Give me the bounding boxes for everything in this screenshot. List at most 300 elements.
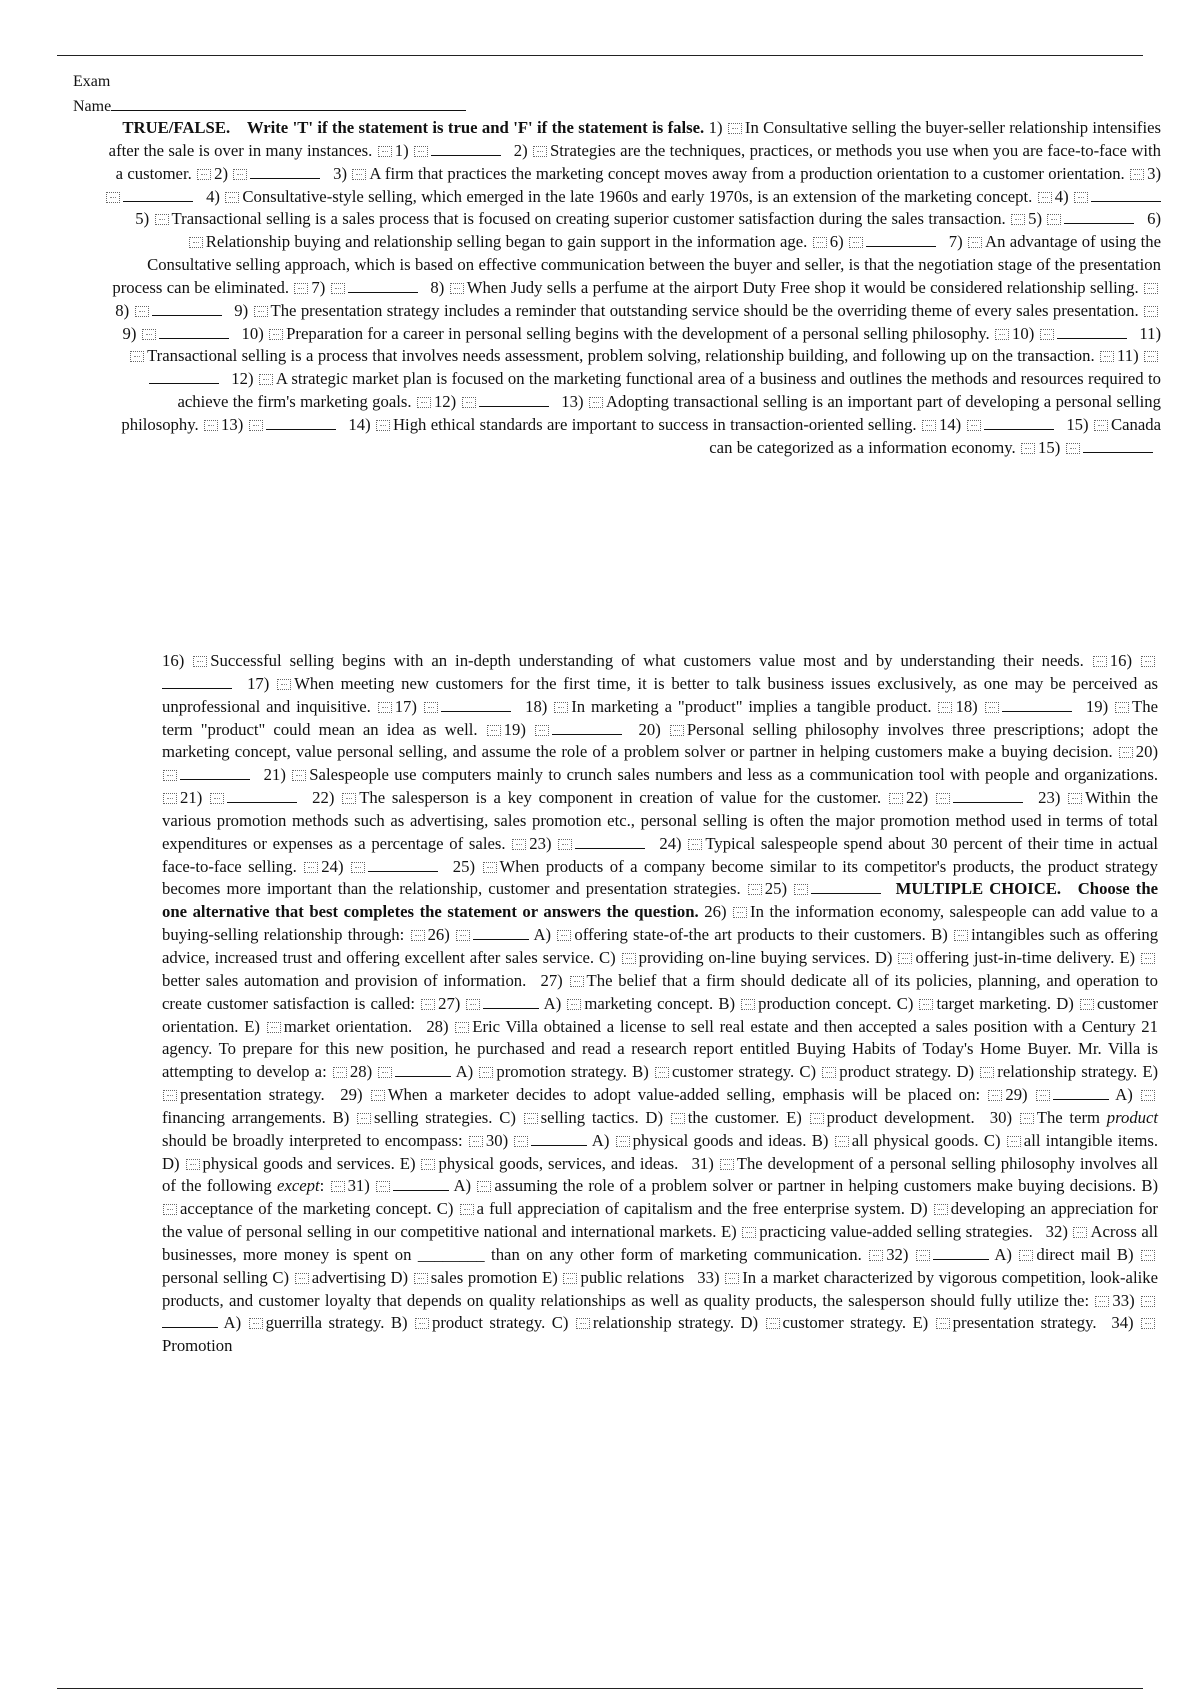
- question-text: Within the various promotion methods such as advertising, sales promotion etc., personal selling is often the major promotion method used in terms of total expenditures or expenses as a percentage of sales.: [162, 788, 1158, 853]
- question-number: 6): [1147, 209, 1161, 229]
- question-text: Across all businesses, more money is spent on ________ than on any other form of marketing communication.: [162, 1222, 1159, 1264]
- option-text: practicing value-added selling strategies.: [759, 1222, 1033, 1242]
- section-instruction: Choose the one alternative that best completes the statement or answers the question.: [162, 879, 1159, 922]
- separator-glyph: [938, 702, 952, 713]
- option-text: relationship strategy.: [997, 1062, 1138, 1082]
- name-label: Name: [73, 98, 112, 115]
- separator-glyph: [295, 1273, 309, 1284]
- option-text: sales promotion: [430, 1267, 538, 1287]
- option-letter: D): [1056, 993, 1074, 1013]
- exam-label: Exam: [73, 73, 111, 90]
- separator-glyph: [479, 1067, 493, 1078]
- separator-glyph: [616, 1136, 630, 1147]
- separator-glyph: [460, 1204, 474, 1215]
- question-number: 17): [247, 673, 270, 693]
- question-number: 13): [561, 392, 584, 412]
- answer-option[interactable]: [786, 1108, 975, 1127]
- option-text: production concept.: [758, 993, 892, 1013]
- separator-glyph: [524, 1113, 538, 1124]
- separator-glyph: [934, 1204, 948, 1215]
- separator-glyph: [898, 953, 912, 964]
- answer-option[interactable]: [645, 1108, 779, 1127]
- separator-glyph: [210, 793, 224, 804]
- answer-option[interactable]: [542, 1268, 684, 1287]
- option-text: personal selling: [162, 1267, 268, 1287]
- answer-blank[interactable]: [1064, 209, 1134, 224]
- option-text: selling strategies.: [374, 1107, 493, 1127]
- separator-glyph: [450, 283, 464, 294]
- answer-blank[interactable]: [123, 187, 193, 202]
- answer-number: 24): [321, 856, 344, 876]
- separator-glyph: [557, 930, 571, 941]
- separator-glyph: [919, 999, 933, 1010]
- separator-glyph: [351, 862, 365, 873]
- question-text: When products of a company become similar to its competitor's products, the product strategy becomes more important than the relationship, customer and presentation strategies.: [162, 856, 1158, 899]
- option-text: market orientation.: [283, 1016, 413, 1036]
- answer-option[interactable]: [799, 1062, 951, 1081]
- answer-number: 29): [1005, 1085, 1028, 1105]
- option-letter: E): [1142, 1062, 1159, 1082]
- option-letter: E): [1119, 947, 1136, 967]
- separator-glyph: [249, 1318, 263, 1329]
- answer-blank[interactable]: [479, 392, 549, 407]
- answer-blank[interactable]: [180, 765, 250, 780]
- separator-glyph: [331, 1181, 345, 1192]
- answer-option[interactable]: [552, 1313, 734, 1332]
- question-number: 9): [234, 300, 249, 320]
- question-text: The development of a personal selling philosophy involves all of the following: [162, 1153, 1159, 1196]
- answer-number: 11): [1117, 346, 1139, 366]
- question-text: In the information economy, salespeople can add value to a buying-selling relationship through:: [162, 902, 1158, 945]
- separator-glyph: [163, 1204, 177, 1215]
- option-letter: D): [740, 1313, 759, 1333]
- answer-number: 32): [886, 1244, 909, 1264]
- question-text: The term "product" could mean an idea as well.: [162, 696, 1158, 739]
- answer-option[interactable]: [897, 994, 1051, 1013]
- option-text: marketing concept.: [584, 993, 714, 1013]
- separator-glyph: [1141, 1296, 1155, 1307]
- answer-option[interactable]: [244, 1017, 412, 1036]
- answer-option[interactable]: [740, 1313, 906, 1332]
- question-text: Relationship buying and relationship selling began to gain support in the information age.: [205, 232, 808, 252]
- answer-blank[interactable]: [149, 369, 219, 384]
- answer-number: 15): [1038, 437, 1061, 457]
- option-text: the customer.: [687, 1107, 780, 1127]
- separator-glyph: [417, 397, 431, 408]
- separator-glyph: [1007, 1136, 1021, 1147]
- option-letter: B): [931, 925, 948, 945]
- name-field[interactable]: [73, 95, 466, 119]
- separator-glyph: [1040, 329, 1054, 340]
- separator-glyph: [225, 192, 239, 203]
- question-text: Strategies are the techniques, practices, or methods you use when you are face-to-face with a customer.: [115, 140, 1161, 183]
- question-text: In marketing a "product" implies a tangible product.: [571, 696, 932, 716]
- answer-option[interactable]: [984, 1131, 1158, 1150]
- question: [242, 324, 1127, 343]
- separator-glyph: [259, 374, 273, 385]
- option-letter: B): [718, 993, 735, 1013]
- separator-glyph: [483, 862, 497, 873]
- name-blank[interactable]: [111, 96, 466, 111]
- option-letter: D): [956, 1062, 975, 1082]
- option-letter: C): [799, 1062, 817, 1082]
- separator-glyph: [477, 1181, 491, 1192]
- separator-glyph: [1144, 306, 1158, 317]
- answer-blank[interactable]: [552, 720, 622, 735]
- answer-number: 5): [1028, 209, 1042, 229]
- answer-blank[interactable]: [159, 324, 229, 339]
- option-letter: E): [720, 1222, 737, 1242]
- separator-glyph: [742, 1227, 756, 1238]
- option-text: promotion strategy.: [496, 1062, 627, 1082]
- option-text: better sales automation and provision of information.: [162, 970, 527, 990]
- answer-blank[interactable]: [1091, 187, 1161, 202]
- answer-number: 31): [347, 1176, 370, 1196]
- answer-number: 4): [1054, 186, 1069, 206]
- answer-blank[interactable]: [984, 415, 1054, 430]
- separator-glyph: [748, 884, 762, 895]
- separator-glyph: [163, 1090, 177, 1101]
- separator-glyph: [889, 793, 903, 804]
- question-number: 12): [231, 369, 254, 389]
- option-letter: A): [994, 1244, 1012, 1264]
- separator-glyph: [1080, 999, 1094, 1010]
- question-text-emphasis: except: [277, 1176, 320, 1196]
- separator-glyph: [1141, 1318, 1155, 1329]
- option-text: developing an appreciation for the value of personal selling in our competitive national and international markets.: [162, 1199, 1158, 1242]
- question-number: 29): [340, 1085, 363, 1105]
- answer-option[interactable]: [456, 1062, 627, 1081]
- question-text: In Consultative selling the buyer-seller relationship intensifies after the sale is over in many instances.: [108, 118, 1161, 160]
- separator-glyph: [766, 1318, 780, 1329]
- question-text: Salespeople use computers mainly to crunch sales numbers and less as a communication tool with people and organizations.: [309, 765, 1159, 785]
- question-text: High ethical standards are important to success in transaction-oriented selling.: [393, 414, 917, 434]
- separator-glyph: [304, 862, 318, 873]
- top-rule: [57, 55, 1143, 56]
- question-number: 15): [1066, 414, 1089, 434]
- separator-glyph: [741, 999, 755, 1010]
- answer-blank[interactable]: [348, 278, 418, 293]
- answer-option[interactable]: [721, 1222, 1033, 1241]
- option-text: product strategy.: [839, 1062, 952, 1082]
- answer-option[interactable]: [592, 1131, 807, 1150]
- answer-option[interactable]: [718, 994, 891, 1013]
- answer-number: 23): [529, 833, 552, 853]
- answer-number: 18): [955, 696, 978, 716]
- option-letter: D): [910, 1199, 928, 1219]
- separator-glyph: [985, 702, 999, 713]
- question-number: 34): [1111, 1313, 1134, 1333]
- separator-glyph: [720, 1159, 734, 1170]
- question-text: Promotion: [162, 1336, 233, 1356]
- separator-glyph: [1038, 192, 1052, 203]
- answer-number: 33): [1112, 1290, 1135, 1310]
- separator-glyph: [1068, 793, 1082, 804]
- question-text: When Judy sells a perfume at the airport Duty Free shop it would be considered relationship selling.: [466, 277, 1139, 297]
- questions-continued: [162, 650, 1158, 1358]
- option-text: presentation strategy.: [180, 1085, 325, 1105]
- answer-blank[interactable]: [250, 164, 320, 179]
- answer-blank[interactable]: [395, 1062, 451, 1077]
- separator-glyph: [415, 1318, 429, 1329]
- separator-glyph: [554, 702, 568, 713]
- answer-blank[interactable]: [1002, 697, 1072, 712]
- question-number: 14): [348, 414, 371, 434]
- separator-glyph: [142, 329, 156, 340]
- answer-blank[interactable]: [483, 994, 539, 1009]
- separator-glyph: [655, 1067, 669, 1078]
- answer-blank[interactable]: [1057, 324, 1127, 339]
- separator-glyph: [835, 1136, 849, 1147]
- option-letter: B): [811, 1130, 829, 1150]
- answer-option[interactable]: [162, 1154, 395, 1173]
- answer-blank[interactable]: [866, 232, 936, 247]
- separator-glyph: [533, 146, 547, 157]
- option-text: advertising: [311, 1267, 386, 1287]
- separator-glyph: [455, 1022, 469, 1033]
- answer-blank[interactable]: [393, 1176, 449, 1191]
- answer-option[interactable]: [957, 1062, 1138, 1081]
- answer-blank[interactable]: [473, 925, 529, 940]
- separator-glyph: [378, 146, 392, 157]
- question-text: When a marketer decides to adopt value-added selling, emphasis will be placed on:: [387, 1085, 981, 1105]
- separator-glyph: [1144, 351, 1158, 362]
- option-text: offering just-in-time delivery.: [915, 947, 1115, 967]
- question-text: When meeting new customers for the first time, it is better to talk business issues exclusively, as one may be perceived as unprofessional and inquisitive.: [162, 673, 1159, 716]
- question: [135, 209, 1134, 228]
- question-text: An advantage of using the Consultative selling approach, which is based on effective communication between the buyer and seller, is that the negotiation stage of the presentation process can be eliminated.: [112, 232, 1161, 297]
- question-text: A firm that practices the marketing concept moves away from a production orientation to a customer orientation.: [369, 163, 1125, 183]
- separator-glyph: [1011, 214, 1025, 225]
- separator-glyph: [1020, 1113, 1034, 1124]
- answer-option[interactable]: [599, 948, 870, 967]
- question: [348, 415, 1053, 434]
- answer-number: 1): [394, 140, 409, 160]
- separator-glyph: [728, 123, 742, 134]
- separator-glyph: [331, 283, 345, 294]
- section-title: MULTIPLE CHOICE.: [895, 879, 1062, 899]
- separator-glyph: [421, 999, 435, 1010]
- option-text: public relations: [580, 1267, 685, 1287]
- answer-blank[interactable]: [531, 1131, 587, 1146]
- answer-blank[interactable]: [1053, 1085, 1109, 1100]
- separator-glyph: [567, 999, 581, 1010]
- separator-glyph: [1066, 443, 1080, 454]
- question-text: Adopting transactional selling is an important part of developing a personal selling philosophy.: [121, 392, 1161, 434]
- separator-glyph: [1021, 443, 1035, 454]
- question-text: Consultative-style selling, which emerged in the late 1960s and early 1970s, is an extension of the marketing concept.: [242, 186, 1033, 206]
- option-letter: C): [499, 1107, 516, 1127]
- separator-glyph: [1100, 351, 1114, 362]
- separator-glyph: [155, 214, 169, 225]
- answer-option[interactable]: [437, 1199, 905, 1218]
- separator-glyph: [688, 839, 702, 850]
- answer-blank[interactable]: [431, 141, 501, 156]
- separator-glyph: [558, 839, 572, 850]
- question-number: 16): [162, 651, 185, 670]
- separator-glyph: [725, 1273, 739, 1284]
- answer-option[interactable]: [333, 1108, 493, 1127]
- separator-glyph: [352, 169, 366, 180]
- option-letter: E): [399, 1153, 416, 1173]
- option-letter: A): [1115, 1085, 1133, 1105]
- option-letter: A): [533, 925, 552, 945]
- separator-glyph: [292, 770, 306, 781]
- option-text: target marketing.: [936, 993, 1052, 1013]
- separator-glyph: [462, 397, 476, 408]
- separator-glyph: [1119, 747, 1133, 758]
- option-letter: D): [874, 947, 893, 967]
- answer-option[interactable]: [391, 1268, 538, 1287]
- option-text: relationship strategy.: [592, 1313, 735, 1333]
- answer-option[interactable]: [533, 925, 925, 944]
- separator-glyph: [671, 1113, 685, 1124]
- separator-glyph: [466, 999, 480, 1010]
- answer-number: 10): [1012, 323, 1035, 343]
- answer-blank[interactable]: [162, 1313, 218, 1328]
- question-number: 31): [691, 1153, 714, 1173]
- question: [312, 788, 1023, 807]
- question-number: 22): [312, 788, 335, 808]
- option-letter: B): [632, 1062, 649, 1082]
- question-number: 20): [638, 719, 661, 739]
- answer-blank[interactable]: [953, 788, 1023, 803]
- separator-glyph: [357, 1113, 371, 1124]
- option-text: guerrilla strategy.: [265, 1313, 385, 1333]
- option-letter: A): [453, 1176, 472, 1196]
- option-letter: E): [786, 1107, 802, 1127]
- separator-glyph: [1047, 214, 1061, 225]
- question-number: 7): [948, 232, 963, 252]
- answer-blank[interactable]: [441, 697, 511, 712]
- answer-option[interactable]: [272, 1268, 386, 1287]
- separator-glyph: [233, 169, 247, 180]
- option-letter: E): [912, 1313, 929, 1333]
- question-number: 11): [1139, 323, 1161, 343]
- option-letter: B): [1116, 1244, 1134, 1264]
- option-letter: C): [272, 1267, 290, 1287]
- separator-glyph: [733, 907, 747, 918]
- question-number: 4): [206, 186, 220, 206]
- question-text: Preparation for a career in personal selling begins with the development of a personal selling philosophy.: [286, 323, 990, 343]
- answer-blank[interactable]: [933, 1245, 989, 1260]
- option-letter: A): [591, 1130, 610, 1150]
- answer-blank[interactable]: [227, 788, 297, 803]
- separator-glyph: [414, 1273, 428, 1284]
- separator-glyph: [576, 1318, 590, 1329]
- separator-glyph: [424, 702, 438, 713]
- answer-blank[interactable]: [1083, 438, 1153, 453]
- separator-glyph: [269, 329, 283, 340]
- answer-option[interactable]: [632, 1062, 794, 1081]
- answer-blank[interactable]: [811, 879, 881, 894]
- answer-option[interactable]: [994, 1245, 1110, 1264]
- section-instruction: Write 'T' if the statement is true and 'F' if the statement is false.: [246, 118, 705, 137]
- separator-glyph: [1073, 1227, 1087, 1238]
- answer-option[interactable]: [812, 1131, 979, 1150]
- separator-glyph: [254, 306, 268, 317]
- question-text: Transactional selling is a sales process that is focused on creating superior customer satisfaction during the sales transaction.: [171, 209, 1006, 229]
- separator-glyph: [130, 351, 144, 362]
- separator-glyph: [1141, 1250, 1155, 1261]
- separator-glyph: [622, 953, 636, 964]
- answer-number: 7): [311, 277, 326, 297]
- option-letter: E): [542, 1267, 558, 1287]
- separator-glyph: [411, 930, 425, 941]
- option-text: all physical goods.: [851, 1130, 979, 1150]
- separator-glyph: [988, 1090, 1002, 1101]
- option-letter: A): [455, 1062, 474, 1082]
- answer-blank[interactable]: [575, 834, 645, 849]
- answer-blank[interactable]: [368, 857, 438, 872]
- answer-option[interactable]: [912, 1313, 1096, 1332]
- option-text: customer strategy.: [671, 1062, 795, 1082]
- separator-glyph: [189, 237, 203, 248]
- question-text: Transactional selling is a process that involves needs assessment, problem solving, relationship building, and following up on the transaction.: [147, 346, 1095, 366]
- separator-glyph: [967, 420, 981, 431]
- answer-option[interactable]: [544, 994, 714, 1013]
- separator-glyph: [163, 770, 177, 781]
- separator-glyph: [922, 420, 936, 431]
- answer-number: 21): [180, 788, 203, 808]
- answer-blank[interactable]: [266, 415, 336, 430]
- separator-glyph: [1019, 1250, 1033, 1261]
- question-text: Canada can be categorized as a information economy.: [709, 414, 1161, 457]
- answer-option[interactable]: [391, 1313, 545, 1332]
- separator-glyph: [512, 839, 526, 850]
- separator-glyph: [514, 1136, 528, 1147]
- option-letter: B): [332, 1107, 350, 1127]
- separator-glyph: [670, 725, 684, 736]
- separator-glyph: [1130, 169, 1144, 180]
- answer-option[interactable]: [454, 1176, 1137, 1195]
- separator-glyph: [995, 329, 1009, 340]
- question-number: 10): [241, 323, 264, 343]
- separator-glyph: [376, 1181, 390, 1192]
- option-letter: C): [599, 947, 616, 967]
- question-number: 25): [452, 856, 476, 876]
- option-letter: C): [896, 993, 914, 1013]
- question-text: A strategic market plan is focused on the marketing functional area of a business and outlines the methods and resources required to achieve the firm's marketing goals.: [177, 369, 1161, 412]
- answer-option[interactable]: [400, 1154, 679, 1173]
- separator-glyph: [869, 1250, 883, 1261]
- bottom-rule: [57, 1688, 1143, 1689]
- option-text: assuming the role of a problem solver or partner in helping customers make buying decisions.: [494, 1176, 1137, 1196]
- separator-glyph: [414, 146, 428, 157]
- answer-option[interactable]: [224, 1313, 385, 1332]
- answer-number: 26): [427, 925, 450, 945]
- option-text: offering state-of-the art products to their customers.: [574, 925, 926, 945]
- separator-glyph: [204, 420, 218, 431]
- question-text: :: [319, 1176, 325, 1196]
- true-false-section: [105, 117, 1161, 460]
- separator-glyph: [936, 793, 950, 804]
- question-number: 19): [1085, 696, 1109, 716]
- question-number: 30): [989, 1107, 1012, 1127]
- answer-number: 12): [433, 392, 457, 412]
- answer-option[interactable]: [499, 1108, 638, 1127]
- separator-glyph: [980, 1067, 994, 1078]
- answer-blank[interactable]: [152, 301, 222, 316]
- question-text: Typical salespeople spend about 30 percent of their time in actual face-to-face selling.: [162, 833, 1159, 876]
- question: [206, 187, 1161, 206]
- question-number: 24): [659, 833, 682, 853]
- answer-option[interactable]: [875, 948, 1115, 967]
- question: [525, 697, 1072, 716]
- answer-blank[interactable]: [162, 674, 232, 689]
- question-text: should be broadly interpreted to encompass:: [162, 1130, 463, 1150]
- separator-glyph: [135, 306, 149, 317]
